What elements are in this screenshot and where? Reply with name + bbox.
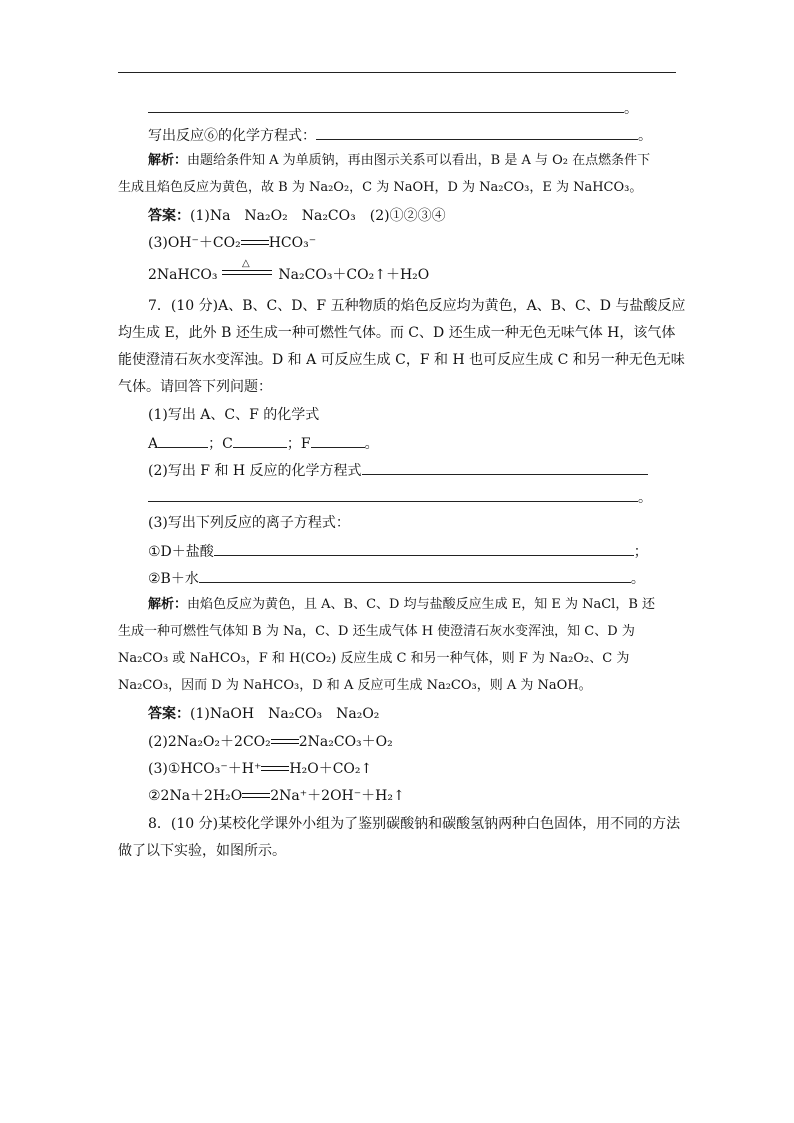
q7-line-1 (148, 297, 685, 315)
answer-label: 答案： (148, 208, 190, 224)
question-text: 7．(10 分)A、B、C、D、F 五种物质的焰色反应均为黄色，A、B、C、D 与盐酸反应 (148, 298, 686, 314)
equals-sign (271, 738, 299, 746)
analysis-text: 生成一种可燃性气体知 B 为 Na，C、D 还生成气体 H 使澄清石灰水变浑浊，知 C、D 为 (118, 624, 635, 639)
q8-line-1 (148, 815, 680, 833)
q6-prompt-line (148, 125, 652, 145)
equation-right: Na₂CO₃＋CO₂↑＋H₂O (278, 267, 430, 283)
q7-sub2 (148, 460, 648, 480)
equation-right: 2Na⁺＋2OH⁻＋H₂↑ (270, 788, 405, 804)
equation-left: ②2Na＋2H₂O (148, 788, 243, 804)
answer-text: (1)Na Na₂O₂ Na₂CO₃ (2)①②③④ (190, 208, 446, 224)
analysis-2-line-1 (148, 596, 655, 614)
equation-left: (2)2Na₂O₂＋2CO₂ (148, 734, 271, 750)
continuation-line (148, 98, 638, 118)
answer-label: 答案： (148, 706, 190, 722)
reaction-label: ①D＋盐酸 (148, 544, 214, 560)
period: 。 (630, 571, 645, 587)
equation-left: (3)OH⁻＋CO₂ (148, 235, 241, 251)
q7-sub1 (148, 406, 319, 424)
subquestion-text: (3)写出下列反应的离子方程式： (148, 515, 350, 531)
equation-right: 2Na₂CO₃＋O₂ (298, 734, 393, 750)
period: 。 (638, 128, 652, 144)
answer-blank[interactable] (316, 125, 638, 140)
q7-sub3-1 (148, 541, 648, 561)
equals-sign (222, 268, 272, 278)
q7-line-3 (118, 351, 685, 369)
q6-prompt: 写出反应⑥的化学方程式： (148, 128, 316, 144)
label-c: ；C (208, 436, 233, 452)
analysis-text: 生成且焰色反应为黄色，故 B 为 Na₂O₂，C 为 NaOH，D 为 Na₂CO₃，E 为 NaHCO₃。 (118, 180, 643, 195)
label-a: A (148, 436, 159, 452)
blank-c[interactable] (233, 433, 287, 448)
analysis-1-line-2 (118, 179, 642, 197)
equals-sign (241, 239, 269, 247)
answer-2-line-2 (148, 733, 393, 751)
q7-sub2-cont (148, 487, 652, 507)
q7-line-4 (118, 378, 272, 396)
analysis-text: 由题给条件知 A 为单质钠，再由图示关系可以看出，B 是 A 与 O₂ 在点燃条件下 (187, 153, 651, 168)
question-text: 8．(10 分)某校化学课外小组为了鉴别碳酸钠和碳酸氢钠两种白色固体，用不同的方法 (148, 816, 681, 832)
q7-sub1-blanks (148, 433, 379, 453)
question-text: 做了以下实验，如图所示。 (118, 843, 286, 859)
answer-2-line-4 (148, 787, 405, 805)
question-text: 能使澄清石灰水变浑浊。D 和 A 可反应生成 C，F 和 H 也可反应生成 C 和另一种无色无味 (118, 352, 685, 368)
analysis-text: 由焰色反应为黄色，且 A、B、C、D 均与盐酸反应生成 E，知 E 为 NaCl，B 还 (187, 597, 656, 612)
analysis-label: 解析： (148, 153, 188, 168)
period: 。 (638, 490, 652, 506)
delta-symbol: △ (241, 258, 250, 269)
analysis-text: Na₂CO₃ 或 NaHCO₃，F 和 H(CO₂) 反应生成 C 和另一种气体，则 F 为 Na₂O₂、C 为 (118, 651, 630, 666)
answer-text: (1)NaOH Na₂CO₃ Na₂O₂ (190, 706, 380, 722)
analysis-2-line-2 (118, 623, 635, 641)
q7-sub3-2 (148, 568, 645, 588)
answer-blank[interactable] (199, 568, 631, 583)
answer-blank[interactable] (214, 541, 634, 556)
equation-left: 2NaHCO₃ (148, 267, 218, 283)
answer-2-line-3 (148, 760, 372, 778)
q7-sub3 (148, 514, 350, 532)
equals-sign (242, 792, 270, 800)
analysis-2-line-3 (118, 650, 629, 668)
subquestion-text: (1)写出 A、C、F 的化学式 (148, 407, 320, 423)
answer-1-line-1 (148, 207, 446, 225)
answer-1-line-2 (148, 234, 316, 252)
analysis-2-line-4 (118, 677, 592, 695)
label-f: ；F (286, 436, 311, 452)
period: 。 (624, 101, 638, 117)
subquestion-text: (2)写出 F 和 H 反应的化学方程式 (148, 463, 362, 479)
question-text: 气体。请回答下列问题： (118, 379, 272, 395)
equation-right: HCO₃⁻ (268, 235, 317, 251)
answer-1-line-3 (148, 258, 430, 284)
analysis-label: 解析： (148, 597, 188, 612)
answer-blank[interactable] (362, 460, 648, 475)
blank-a[interactable] (158, 433, 208, 448)
semicolon: ； (633, 544, 648, 560)
q7-line-2 (118, 324, 675, 342)
reaction-label: ②B＋水 (148, 571, 199, 587)
analysis-1-line-1 (148, 152, 650, 170)
equation-left: (3)①HCO₃⁻＋H⁺ (148, 761, 262, 777)
period: 。 (364, 436, 379, 452)
q8-line-2 (118, 842, 286, 860)
analysis-text: Na₂CO₃，因而 D 为 NaHCO₃，D 和 A 反应可生成 Na₂CO₃，则 A 为 NaOH。 (118, 678, 592, 693)
blank-f[interactable] (311, 433, 365, 448)
answer-2-line-1 (148, 705, 379, 723)
answer-blank[interactable] (148, 98, 624, 113)
answer-blank[interactable] (148, 487, 638, 502)
heat-equals (222, 258, 274, 279)
equation-right: H₂O＋CO₂↑ (289, 761, 373, 777)
question-text: 均生成 E，此外 B 还生成一种可燃性气体。而 C、D 还生成一种无色无味气体 H，该气体 (118, 325, 676, 341)
header-rule (118, 72, 676, 73)
equals-sign (261, 765, 289, 773)
